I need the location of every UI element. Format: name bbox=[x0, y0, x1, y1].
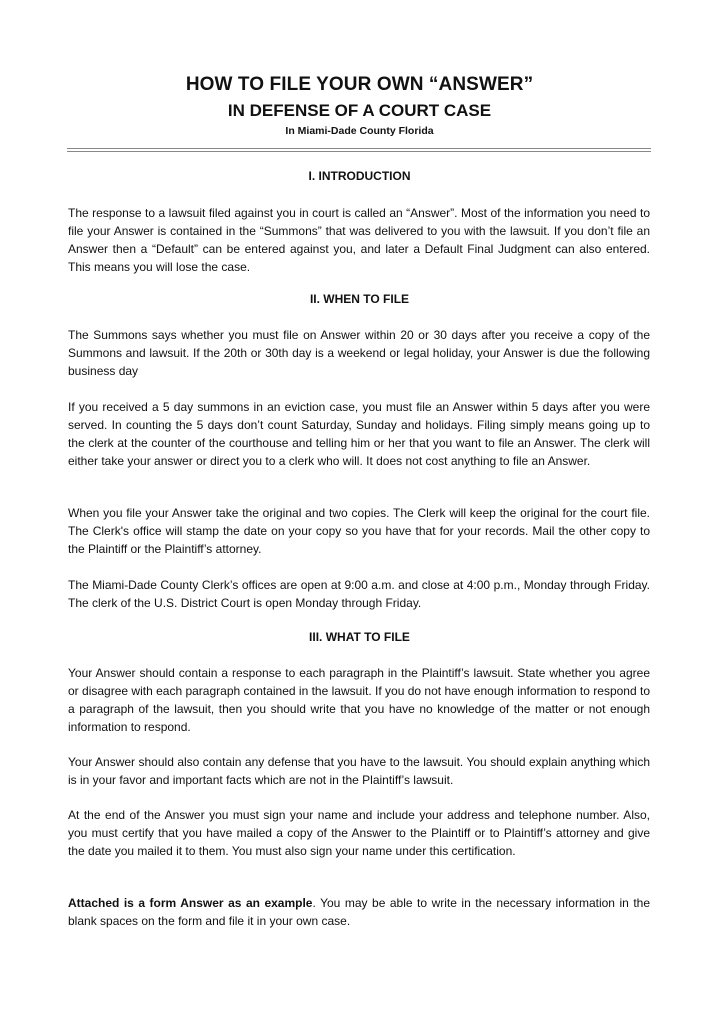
section-heading-when-to-file: II. WHEN TO FILE bbox=[309, 292, 410, 306]
form-answer-note-rest: . You may be able to write in the necessary information in the blank spaces on the form and file it in your own case. bbox=[68, 896, 650, 928]
title-divider bbox=[67, 148, 651, 152]
intro-paragraph: The response to a lawsuit filed against you in court is called an “Answer”. Most of the information you need to file your Answer is contained in the “Summons” that was delivered to you with the lawsuit. If you don’t file an Answer then a “Default” can be entered against you, and later a Default Final Judgment can also entered. This means you will lose the case. bbox=[68, 206, 650, 274]
document-location: In Miami-Dade County Florida bbox=[285, 125, 434, 137]
what-paragraph-1: Your Answer should contain a response to each paragraph in the Plaintiff’s lawsuit. State whether you agree or disagree with each paragraph contained in the lawsuit. If you do not have enough information to respond to a paragraph of the lawsuit, then you should write that you have no knowledge of the matter or not enough information to respond. bbox=[68, 666, 650, 734]
document-subtitle: IN DEFENSE OF A COURT CASE bbox=[227, 101, 492, 120]
document-title: HOW TO FILE YOUR OWN “ANSWER” bbox=[185, 74, 534, 95]
section-heading-what-to-file: III. WHAT TO FILE bbox=[309, 630, 410, 644]
what-paragraph-3: At the end of the Answer you must sign your name and include your address and telephone number. Also, you must certify that you have mailed a copy of the Answer to the Plaintiff or to Plaintiff’s attorney and give the date you mailed it to them. You must also sign your name under this certification. bbox=[68, 808, 650, 858]
section-heading-introduction: I. INTRODUCTION bbox=[308, 169, 411, 183]
what-paragraph-2: Your Answer should also contain any defense that you have to the lawsuit. You should explain anything which is in your favor and important facts which are not in the Plaintiff’s lawsuit. bbox=[68, 755, 650, 787]
when-paragraph-1: The Summons says whether you must file on Answer within 20 or 30 days after you receive a copy of the Summons and lawsuit. If the 20th or 30th day is a weekend or legal holiday, your Answer is due the following business day bbox=[68, 328, 650, 378]
when-paragraph-4: The Miami-Dade County Clerk’s offices are open at 9:00 a.m. and close at 4:00 p.m., Monday through Friday. The clerk of the U.S. District Court is open Monday through Friday. bbox=[68, 578, 650, 610]
when-paragraph-3: When you file your Answer take the original and two copies. The Clerk will keep the original for the court file. The Clerk's office will stamp the date on your copy so you have that for your records. Mail the other copy to the Plaintiff or the Plaintiff’s attorney. bbox=[68, 506, 650, 556]
form-answer-note-bold: Attached is a form Answer as an example bbox=[68, 896, 313, 910]
when-paragraph-2: If you received a 5 day summons in an eviction case, you must file an Answer within 5 days after you were served. In counting the 5 days don’t count Saturday, Sunday and holidays. Filing simply means going up to the clerk at the counter of the courthouse and telling him or her that you want to file an Answer. The clerk will either take your answer or direct you to a clerk who will. It does not cost anything to file an Answer. bbox=[68, 400, 650, 468]
what-paragraph-4 bbox=[68, 894, 650, 930]
